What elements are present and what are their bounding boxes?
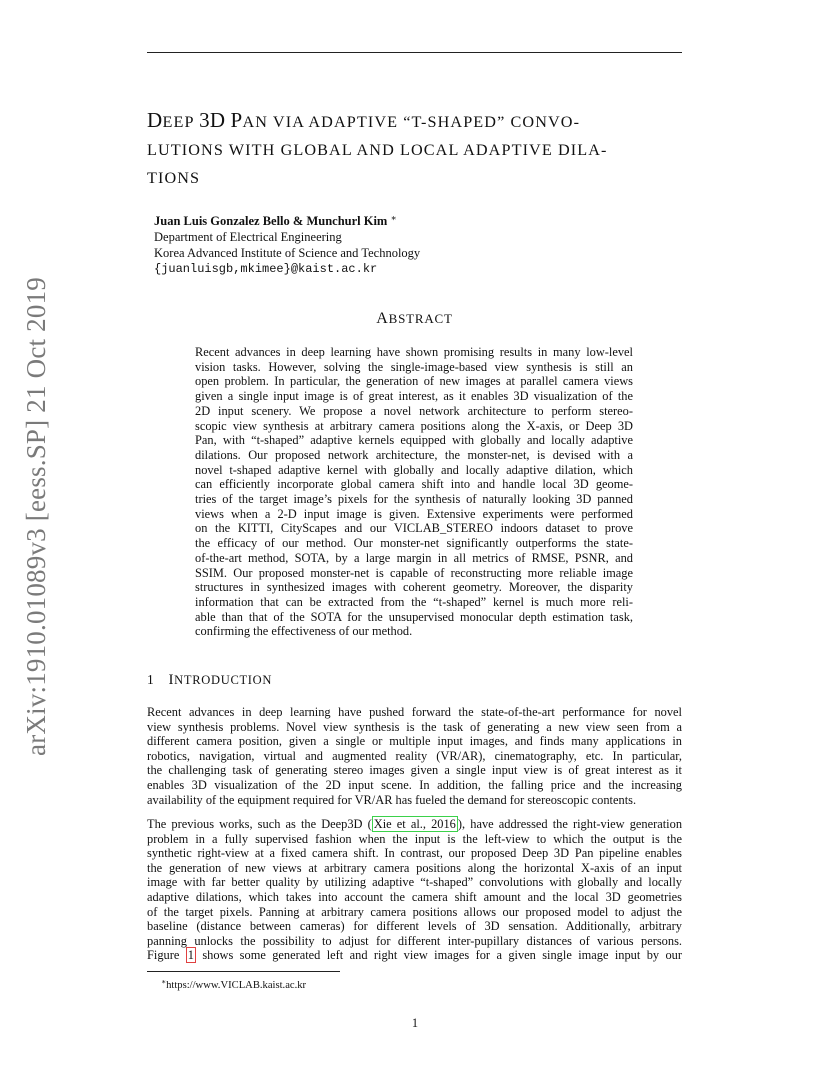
author-institute: Korea Advanced Institute of Science and Technology bbox=[154, 246, 421, 260]
abstract-line: vision tasks. However, solving the single-image-based view synthesis is still an bbox=[195, 359, 633, 374]
arxiv-sidebar bbox=[4, 276, 68, 756]
footnote-url[interactable]: https://www.VICLAB.kaist.ac.kr bbox=[166, 980, 307, 991]
abstract-line: SSIM. Our proposed monster-net is capable of reconstructing more reliable image bbox=[195, 565, 633, 580]
text-line: enables 3D visualization of the 2D input scene. In addition, the falling price and the increasing bbox=[147, 777, 682, 792]
text-line: view synthesis problems. Novel view synthesis is the task of generating a new view seen from a bbox=[147, 719, 682, 734]
abstract-heading: ABSTRACT bbox=[376, 310, 453, 327]
abstract-line: Recent advances in deep learning have shown promising results in many low-level bbox=[195, 345, 633, 359]
author-names-line bbox=[154, 210, 420, 229]
abstract-line: of-the-art method, SOTA, by a large margin in all metrics of RMSE, PSNR, and bbox=[195, 550, 633, 565]
text-line: baseline (distance between cameras) for different levels of 3D sensation. Additionally, arbitrary bbox=[147, 919, 682, 934]
abstract-line: on the KITTI, CityScapes and our VICLAB_STEREO indoors dataset to prove bbox=[195, 521, 633, 536]
paper-title bbox=[147, 106, 687, 192]
text-line: adaptive dilations, which takes into account the camera shift amount and the local 3D geometries bbox=[147, 889, 682, 904]
text-line: Figure 1 shows some generated left and right view images for a given single image input by our bbox=[147, 948, 682, 963]
citation-link[interactable]: Xie et al., 2016 bbox=[373, 817, 456, 831]
author-footnote-mark[interactable]: ∗ bbox=[390, 213, 397, 223]
abstract-line: can efficiently incorporate global camera shift into and handle local 3D geome- bbox=[195, 477, 633, 492]
footnote-rule bbox=[147, 971, 340, 972]
author-names: Juan Luis Gonzalez Bello & Munchurl Kim bbox=[154, 214, 388, 228]
abstract-body bbox=[195, 345, 633, 639]
abstract-line: tries of the target image’s pixels for the synthesis of naturally looking 3D panned bbox=[195, 492, 633, 507]
header-rule bbox=[147, 52, 682, 53]
abstract-line: able than that of the SOTA for the unsupervised monocular depth estimation task, bbox=[195, 609, 633, 624]
intro-paragraph-2 bbox=[147, 817, 682, 963]
abstract-line: novel t-shaped adaptive kernel with globally and locally adaptive dilation, which bbox=[195, 462, 633, 477]
footnote bbox=[161, 977, 306, 991]
text-line: panning unlocks the possibility to adjust for different inter-pupillary distances of various persons. bbox=[147, 933, 682, 948]
figure-link[interactable]: 1 bbox=[187, 948, 194, 963]
section-number: 1 bbox=[147, 672, 155, 687]
abstract-line: Pan, with “t-shaped” adaptive kernels equipped with globally and locally adaptive bbox=[195, 433, 633, 448]
author-block bbox=[154, 210, 420, 277]
author-department: Department of Electrical Engineering bbox=[154, 230, 342, 244]
text-line: problem in a fully supervised fashion when the input is the left-view to which the output is the bbox=[147, 831, 682, 846]
abstract-line: information that can be extracted from the “t-shaped” kernel is much more reli- bbox=[195, 594, 633, 609]
text-line: Recent advances in deep learning have pushed forward the state-of-the-art performance for novel bbox=[147, 705, 682, 719]
abstract-line: given a single input image is of great interest, as it enables 3D visualization of the bbox=[195, 389, 633, 404]
text-line: image with far better quality by utilizing adaptive “t-shaped” convolutions with globally and locally bbox=[147, 875, 682, 890]
text-line: different camera position, given a single or multiple input images, and finds many applications in bbox=[147, 734, 682, 749]
title-line-3: TIONS bbox=[147, 169, 201, 187]
abstract-line: scopic view synthesis at arbitrary camera positions along the X-axis, or Deep 3D bbox=[195, 418, 633, 433]
abstract-line: confirming the effectiveness of our method. bbox=[195, 624, 413, 639]
abstract-line: views when a 2-D input image is given. Extensive experiments were performed bbox=[195, 506, 633, 521]
author-email: {juanluisgb,mkimee}@kaist.ac.kr bbox=[154, 262, 378, 276]
section-heading-introduction: 1 INTRODUCTION bbox=[147, 672, 273, 688]
abstract-line: the efficacy of our method. Our monster-net significantly outperforms the state- bbox=[195, 536, 633, 551]
text-line: synthetic right-view at a fixed camera shift. In contrast, our proposed Deep 3D Pan pipeline enables bbox=[147, 846, 682, 861]
arxiv-identifier[interactable]: arXiv:1910.01089v3 [eess.SP] 21 Oct 2019 bbox=[20, 276, 51, 756]
abstract-line: 2D input scenery. We propose a novel network architecture to perform stereo- bbox=[195, 403, 633, 418]
text-line: The previous works, such as the Deep3D ( Xie et al., 2016 ), have addressed the right-view generation bbox=[147, 817, 683, 831]
abstract-line: dilations. Our proposed network architecture, the monster-net, is devised with a bbox=[195, 447, 633, 462]
title-line-1: DEEP 3D PAN VIA ADAPTIVE “T-SHAPED” CONVO- bbox=[147, 108, 581, 132]
title-line-2: LUTIONS WITH GLOBAL AND LOCAL ADAPTIVE DILA- bbox=[147, 141, 608, 159]
text-line: the challenging task of generating stereo images given a single input view is of great interest as it bbox=[147, 763, 682, 778]
page-number: 1 bbox=[411, 1016, 419, 1030]
abstract-line: structures in synthesized images with coherent geometry. Moreover, the disparity bbox=[195, 580, 633, 595]
text-line: of the target pixels. Panning at arbitrary camera positions allows our proposed model to adjust the bbox=[147, 904, 682, 919]
text-line: robotics, navigation, virtual and augmented reality (VR/AR), cinematography, etc. In particular, bbox=[147, 748, 682, 763]
intro-paragraph-1 bbox=[147, 705, 682, 807]
abstract-line: open problem. In particular, the generation of new images at parallel camera views bbox=[195, 374, 633, 389]
footnote-mark: ∗ bbox=[161, 977, 167, 986]
text-line: availability of the equipment required for VR/AR has fueled the demand for stereoscopic contents. bbox=[147, 792, 637, 807]
text-line: the generation of new views at arbitrary camera positions along the horizontal X-axis of an input bbox=[147, 860, 682, 875]
